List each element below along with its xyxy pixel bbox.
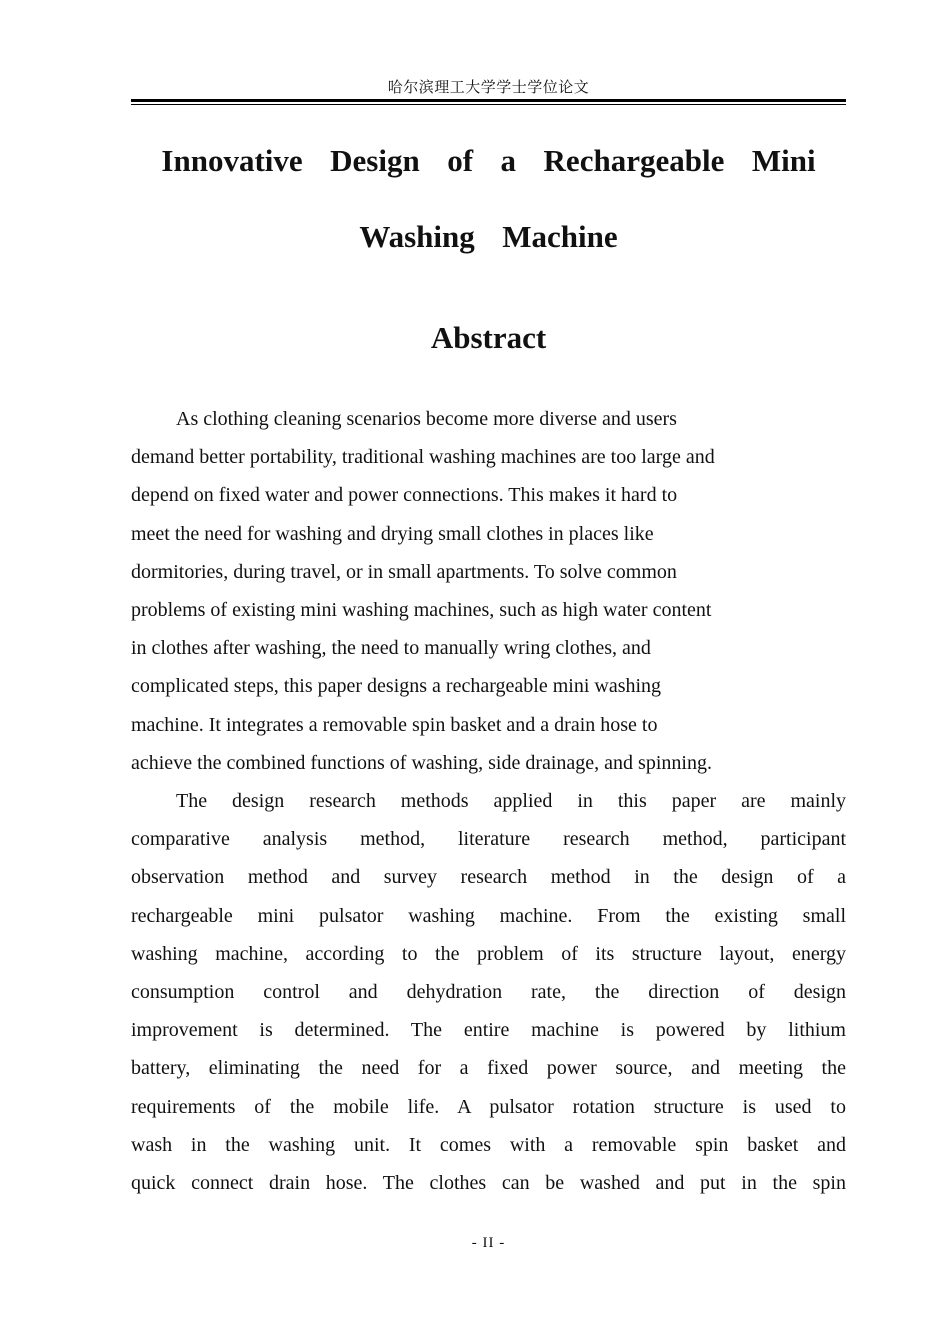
abstract-paragraph-2 bbox=[131, 782, 846, 1202]
paragraph-line: complicated steps, this paper designs a rechargeable mini washing bbox=[131, 675, 662, 698]
paragraph-line: requirements of the mobile life. A pulsator rotation structure is used to bbox=[131, 1095, 846, 1118]
paragraph-line-last: achieve the combined functions of washing, side drainage, and spinning. bbox=[131, 751, 712, 774]
thesis-title-line-2: Washing Machine bbox=[359, 219, 618, 254]
paragraph-line: dormitories, during travel, or in small apartments. To solve common bbox=[131, 560, 677, 583]
paragraph-line: rechargeable mini pulsator washing machine. From the existing small bbox=[131, 904, 846, 927]
page-number: - II - bbox=[471, 1235, 506, 1251]
abstract-paragraph-1 bbox=[131, 400, 846, 782]
paragraph-line: comparative analysis method, literature research method, participant bbox=[131, 828, 846, 851]
paragraph-line: quick connect drain hose. The clothes can be washed and put in the spin bbox=[131, 1172, 846, 1195]
paragraph-line: wash in the washing unit. It comes with a removable spin basket and bbox=[131, 1133, 846, 1156]
paragraph-line: consumption control and dehydration rate, the direction of design bbox=[131, 981, 846, 1004]
paragraph-line: problems of existing mini washing machines, such as high water content bbox=[131, 599, 712, 622]
header-rule-thick bbox=[131, 99, 846, 102]
abstract-body bbox=[131, 400, 846, 1202]
thesis-title-line-1: Innovative Design of a Rechargeable Mini bbox=[161, 143, 816, 178]
paragraph-line: washing machine, according to the problem of its structure layout, energy bbox=[131, 942, 846, 965]
paragraph-line: meet the need for washing and drying small clothes in places like bbox=[131, 522, 654, 545]
paragraph-line: battery, eliminating the need for a fixed power source, and meeting the bbox=[131, 1057, 846, 1080]
paragraph-line: machine. It integrates a removable spin basket and a drain hose to bbox=[131, 713, 658, 736]
paragraph-line: improvement is determined. The entire machine is powered by lithium bbox=[131, 1019, 846, 1042]
running-header: 哈尔滨理工大学学士学位论文 bbox=[387, 78, 590, 96]
paragraph-line: As clothing cleaning scenarios become more diverse and users bbox=[176, 408, 677, 430]
paragraph-line: The design research methods applied in this paper are mainly bbox=[176, 790, 846, 813]
header-rule-thin bbox=[131, 104, 846, 105]
paragraph-line: depend on fixed water and power connections. This makes it hard to bbox=[131, 484, 678, 507]
paragraph-line: demand better portability, traditional washing machines are too large and bbox=[131, 446, 715, 469]
abstract-heading: Abstract bbox=[430, 320, 547, 355]
paragraph-line: in clothes after washing, the need to manually wring clothes, and bbox=[131, 637, 651, 660]
paragraph-line: observation method and survey research method in the design of a bbox=[131, 866, 846, 889]
